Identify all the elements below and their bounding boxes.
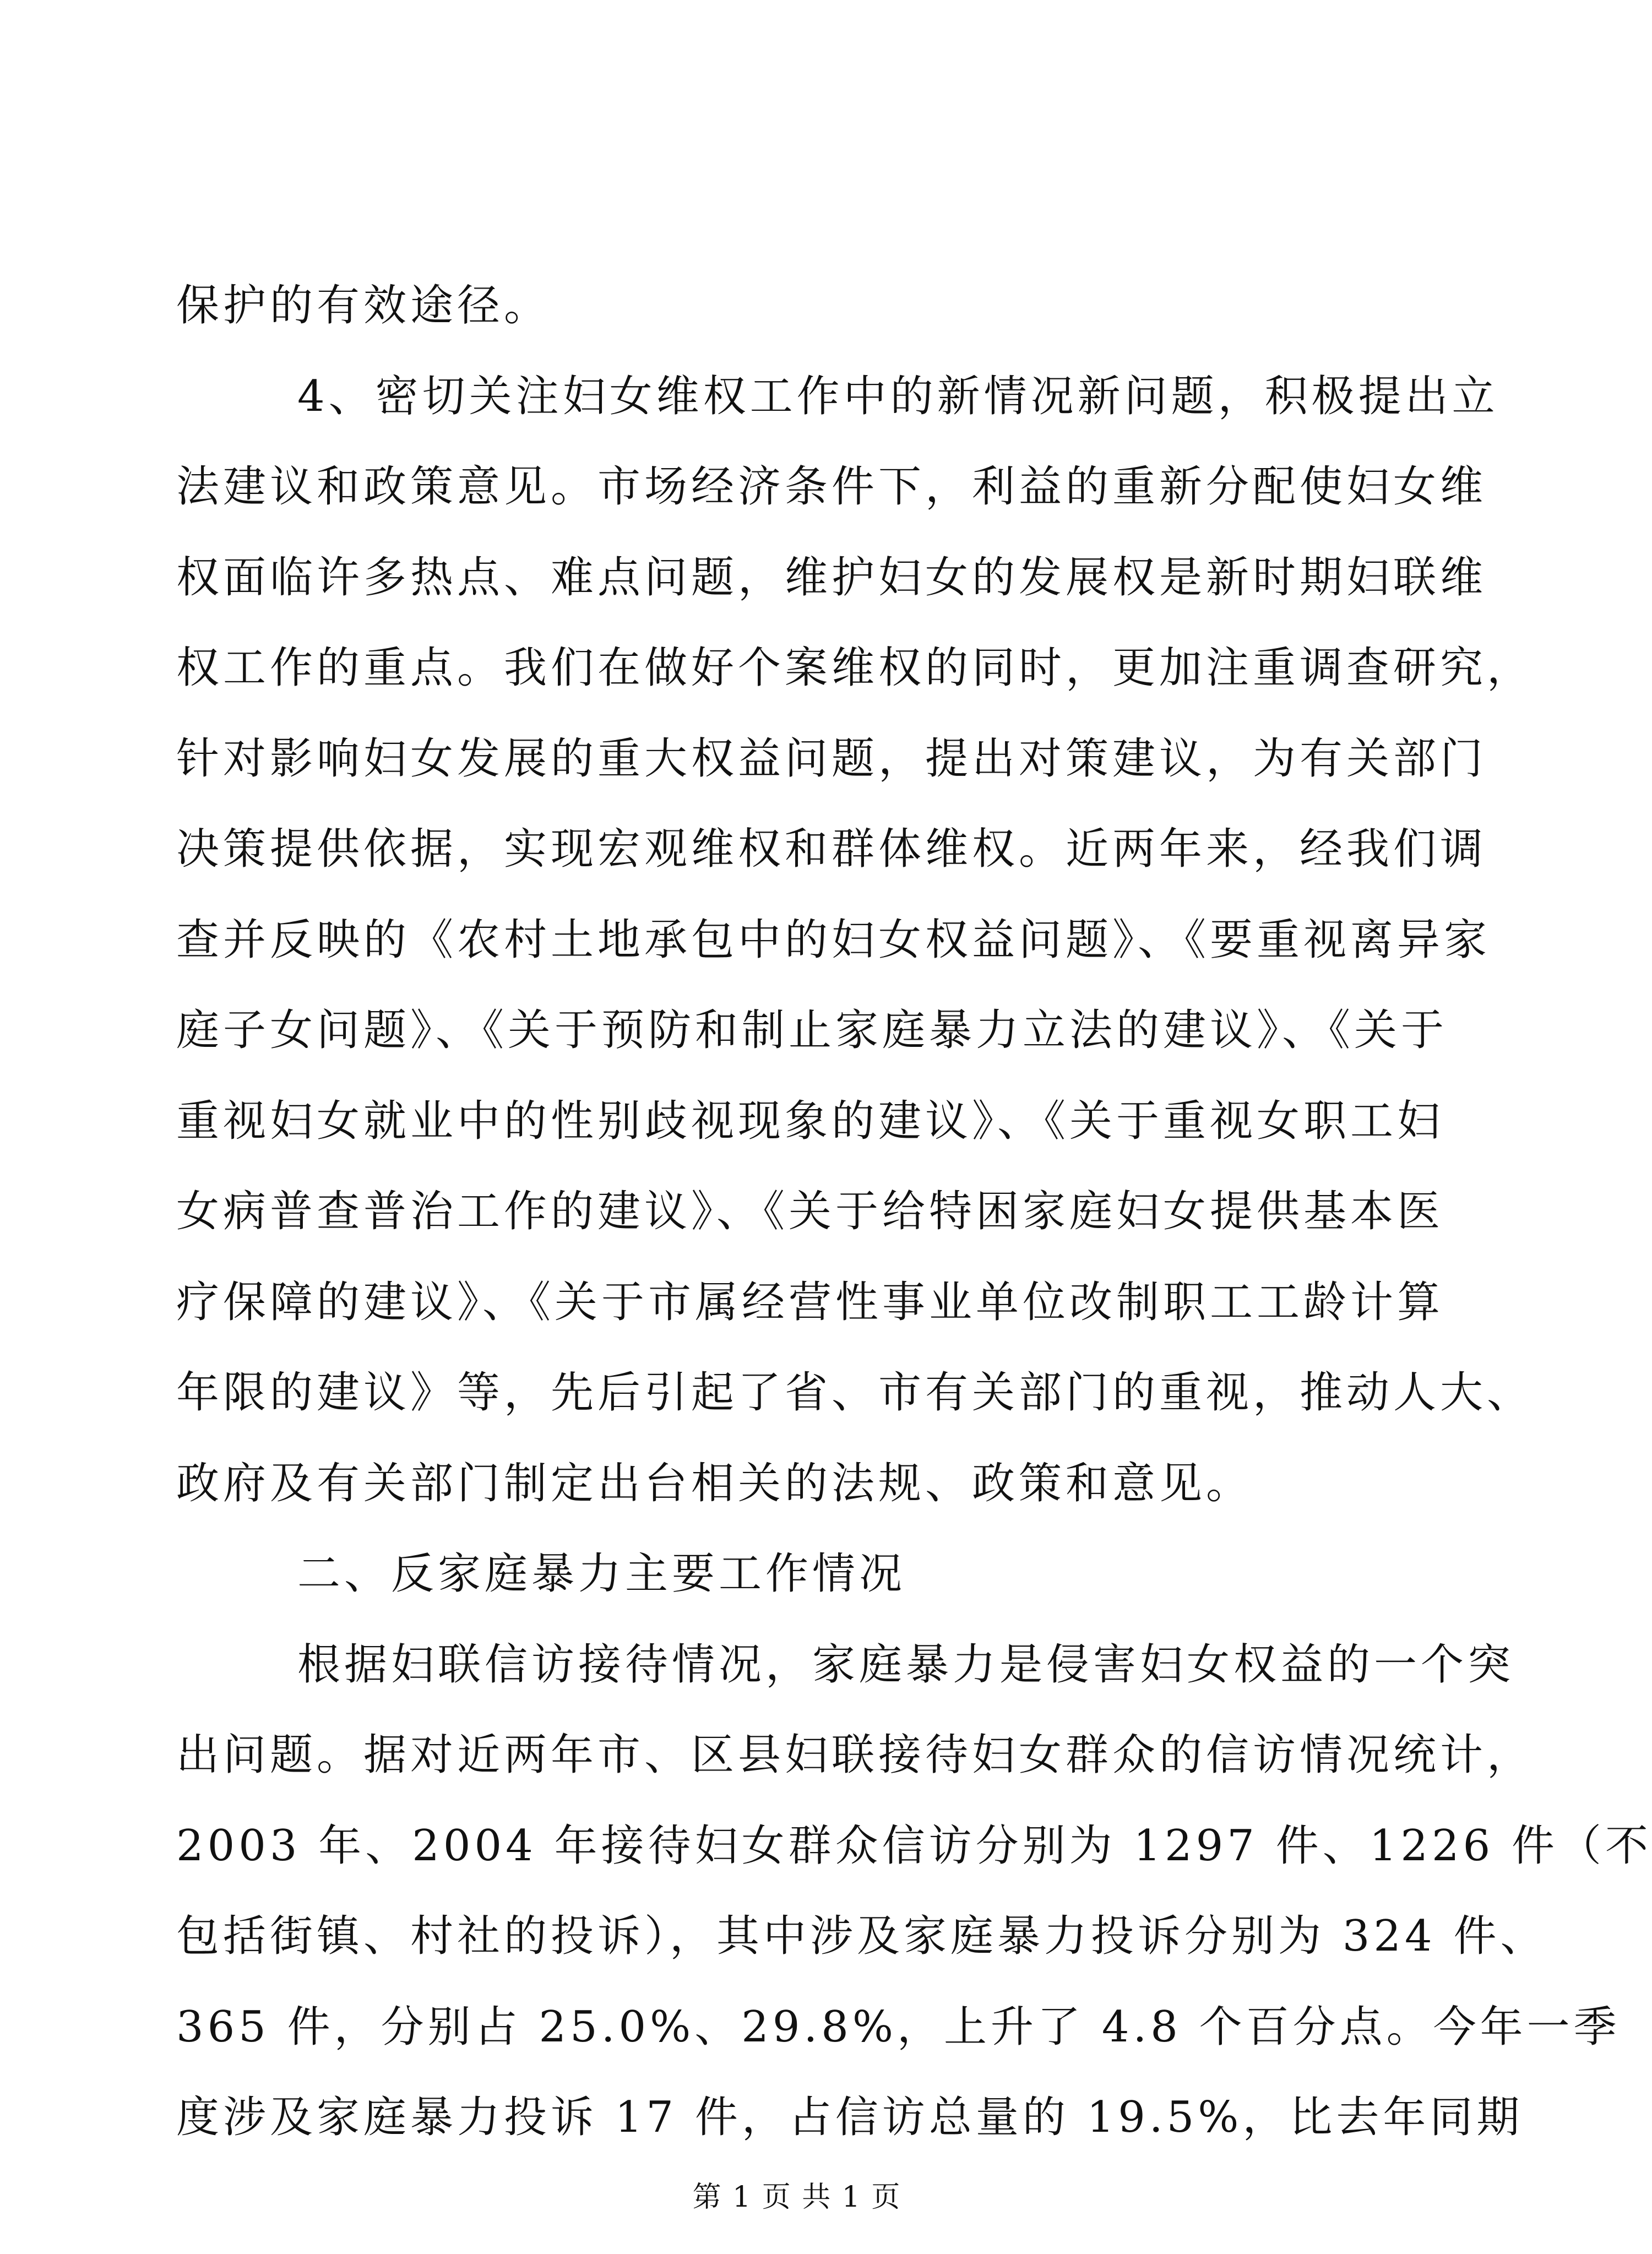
text-line: 度涉及家庭暴力投诉 17 件，占信访总量的 19.5%，比去年同期 (176, 2093, 1524, 2142)
text-line: 2003 年、2004 年接待妇女群众信访分别为 1297 件、1226 件（不 (176, 1821, 1652, 1871)
text-line: 出问题。据对近两年市、区县妇联接待妇女群众的信访情况统计， (176, 1730, 1534, 1780)
text-line: 法建议和政策意见。市场经济条件下，利益的重新分配使妇女维 (176, 462, 1487, 512)
text-line: 查并反映的《农村土地承包中的妇女权益问题》、《要重视离异家 (176, 915, 1491, 965)
text-line: 政府及有关部门制定出台相关的法规、政策和意见。 (176, 1459, 1253, 1508)
text-line: 权面临许多热点、难点问题，维护妇女的发展权是新时期妇联维 (176, 553, 1487, 602)
text-line: 365 件，分别占 25.0%、29.8%，上升了 4.8 个百分点。今年一季 (176, 2002, 1621, 2052)
text-line: 包括街镇、村社的投诉），其中涉及家庭暴力投诉分别为 324 件、 (176, 1911, 1547, 1961)
text-line: 保护的有效途径。 (176, 281, 551, 330)
text-line: 疗保障的建议》、《关于市属经营性事业单位改制职工工龄计算 (176, 1278, 1444, 1327)
text-line: 年限的建议》等，先后引起了省、市有关部门的重视，推动人大、 (176, 1368, 1534, 1417)
text-line: 女病普查普治工作的建议》、《关于给特困家庭妇女提供基本医 (176, 1187, 1444, 1236)
text-line: 针对影响妇女发展的重大权益问题，提出对策建议，为有关部门 (176, 734, 1487, 784)
text-line: 权工作的重点。我们在做好个案维权的同时，更加注重调查研究， (176, 643, 1534, 693)
section-heading: 二、反家庭暴力主要工作情况 (297, 1549, 906, 1599)
text-line: 庭子女问题》、《关于预防和制止家庭暴力立法的建议》、《关于 (176, 1006, 1448, 1055)
text-line: 4、密切关注妇女维权工作中的新情况新问题，积极提出立 (297, 372, 1499, 421)
page-footer: 第 1 页 共 1 页 (692, 2181, 901, 2214)
text-line: 根据妇联信访接待情况，家庭暴力是侵害妇女权益的一个突 (297, 1640, 1515, 1690)
text-line: 重视妇女就业中的性别歧视现象的建议》、《关于重视女职工妇 (176, 1096, 1444, 1146)
text-line: 决策提供依据，实现宏观维权和群体维权。近两年来，经我们调 (176, 824, 1487, 874)
